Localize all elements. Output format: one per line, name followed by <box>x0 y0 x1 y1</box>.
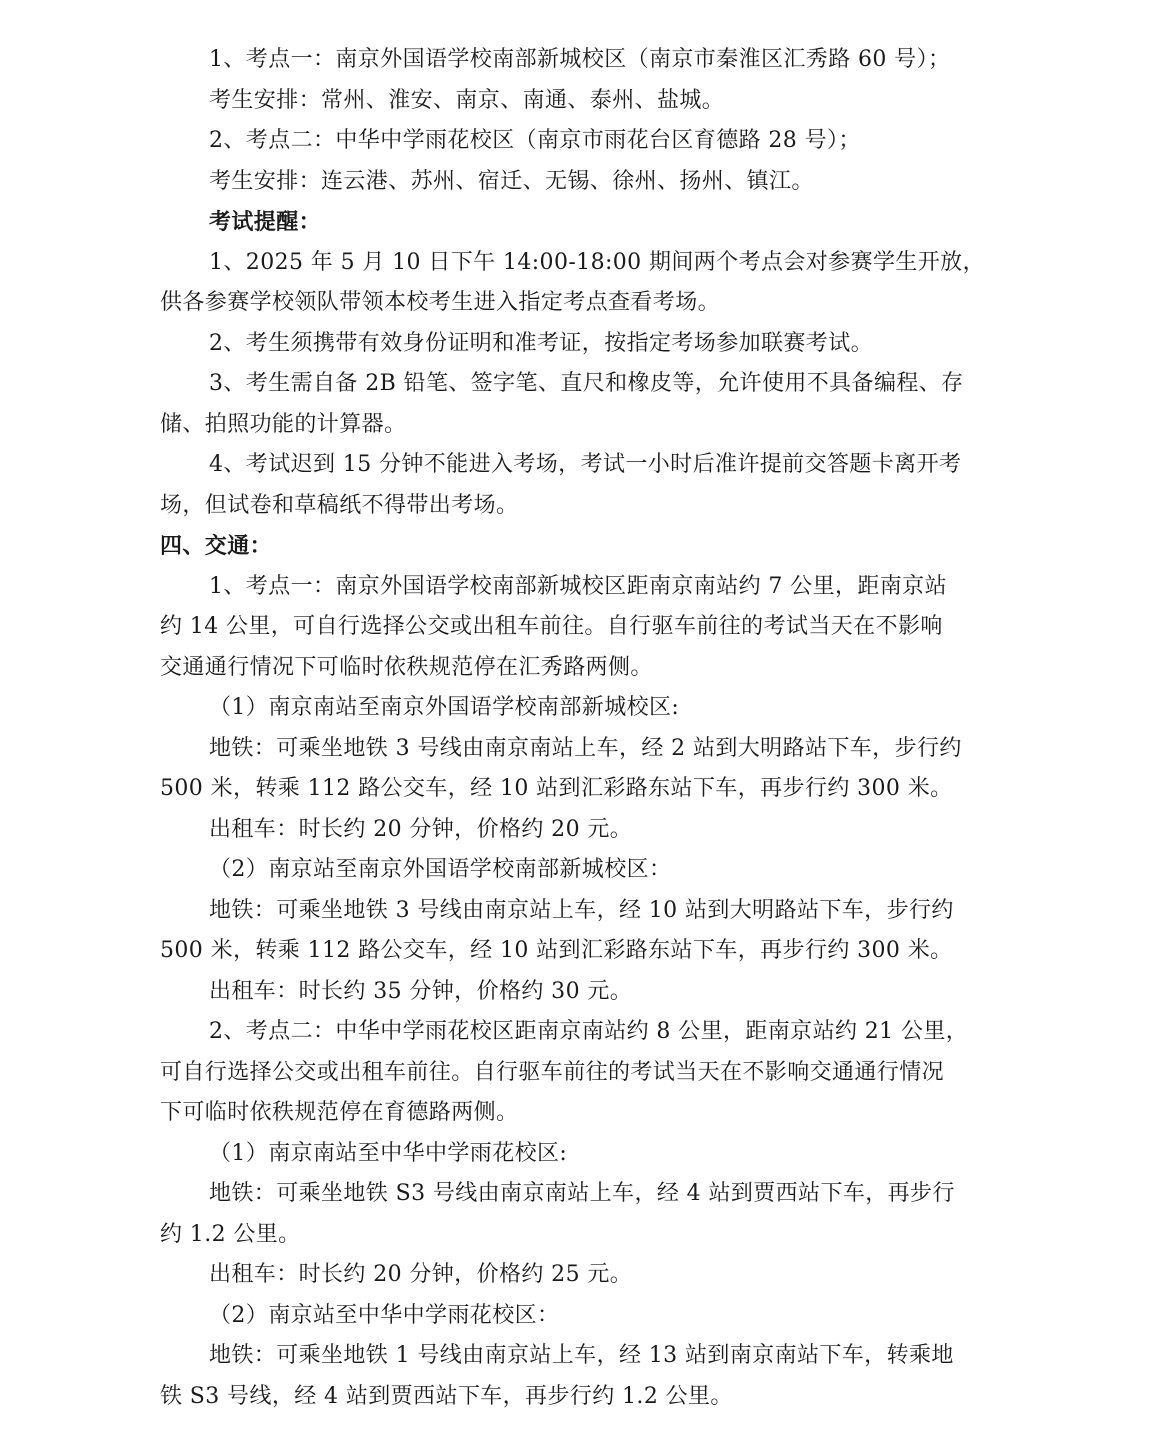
text-line: 3、考生需自备 2B 铅笔、签字笔、直尺和橡皮等，允许使用不具备编程、存 <box>209 371 964 396</box>
text-line: 下可临时依秩规范停在育德路两侧。 <box>160 1100 519 1125</box>
text-line: 储、拍照功能的计算器。 <box>160 411 407 437</box>
text-line: 场，但试卷和草稿纸不得带出考场。 <box>160 492 519 518</box>
text-line: 约 1.2 公里。 <box>160 1221 301 1247</box>
text-line: 交通通行情况下可临时依秩规范停在汇秀路两侧。 <box>160 654 653 680</box>
text-line: 500 米，转乘 112 路公交车，经 10 站到汇彩路东站下车，再步行约 300 米。 <box>160 938 953 963</box>
text-line: 铁 S3 号线，经 4 站到贾西站下车，再步行约 1.2 公里。 <box>160 1383 733 1409</box>
text-line: 考生安排：连云港、苏州、宿迁、无锡、徐州、扬州、镇江。 <box>209 168 814 194</box>
text-line: 2、考点二：中华中学雨花校区距南京南站约 8 公里，距南京站约 21 公里， <box>209 1019 969 1044</box>
text-line: （2）南京站至南京外国语学校南部新城校区： <box>209 857 672 882</box>
text-line: （2）南京站至中华中学雨花校区： <box>209 1302 560 1328</box>
text-line: 1、考点一：南京外国语学校南部新城校区（南京市秦淮区汇秀路 60 号）； <box>209 47 951 72</box>
text-line: 地铁：可乘坐地铁 S3 号线由南京南站上车，经 4 站到贾西站下车，再步行 <box>209 1181 955 1206</box>
document-body <box>160 40 1010 1417</box>
text-line: 供各参赛学校领队带领本校考生进入指定考点查看考场。 <box>160 290 721 315</box>
text-line: （1）南京南站至南京外国语学校南部新城校区: <box>209 695 680 720</box>
text-line: 出租车：时长约 20 分钟，价格约 25 元。 <box>209 1262 633 1287</box>
text-line: 2、考点二：中华中学雨花校区（南京市雨花台区育德路 28 号）； <box>209 128 861 153</box>
text-line: 出租车：时长约 20 分钟，价格约 20 元。 <box>209 816 633 842</box>
text-line: 可自行选择公交或出租车前往。自行驱车前往的考试当天在不影响交通通行情况 <box>160 1059 945 1085</box>
section-heading: 考试提醒： <box>209 209 322 235</box>
text-line: 500 米，转乘 112 路公交车，经 10 站到汇彩路东站下车，再步行约 300 米。 <box>160 776 953 801</box>
text-line: 4、考试迟到 15 分钟不能进入考场，考试一小时后准许提前交答题卡离开考 <box>209 452 962 477</box>
text-line: 地铁：可乘坐地铁 3 号线由南京站上车，经 10 站到大明路站下车，步行约 <box>209 897 954 923</box>
text-line: 1、考点一：南京外国语学校南部新城校区距南京南站约 7 公里，距南京站 <box>209 573 947 599</box>
text-line: 考生安排：常州、淮安、南京、南通、泰州、盐城。 <box>209 87 725 113</box>
text-line: 出租车：时长约 35 分钟，价格约 30 元。 <box>209 978 633 1004</box>
text-line: 地铁：可乘坐地铁 1 号线由南京站上车，经 13 站到南京南站下车，转乘地 <box>209 1343 954 1368</box>
text-line: 地铁：可乘坐地铁 3 号线由南京南站上车，经 2 站到大明路站下车，步行约 <box>209 735 962 761</box>
text-line: （1）南京南站至中华中学雨花校区: <box>209 1140 568 1166</box>
text-line: 1、2025 年 5 月 10 日下午 14:00-18:00 期间两个考点会对参赛学生开放， <box>209 249 985 275</box>
text-line: 约 14 公里，可自行选择公交或出租车前往。自行驱车前往的考试当天在不影响 <box>160 614 943 639</box>
section-heading: 四、交通： <box>160 533 273 559</box>
text-line: 2、考生须携带有效身份证明和准考证，按指定考场参加联赛考试。 <box>209 330 873 356</box>
